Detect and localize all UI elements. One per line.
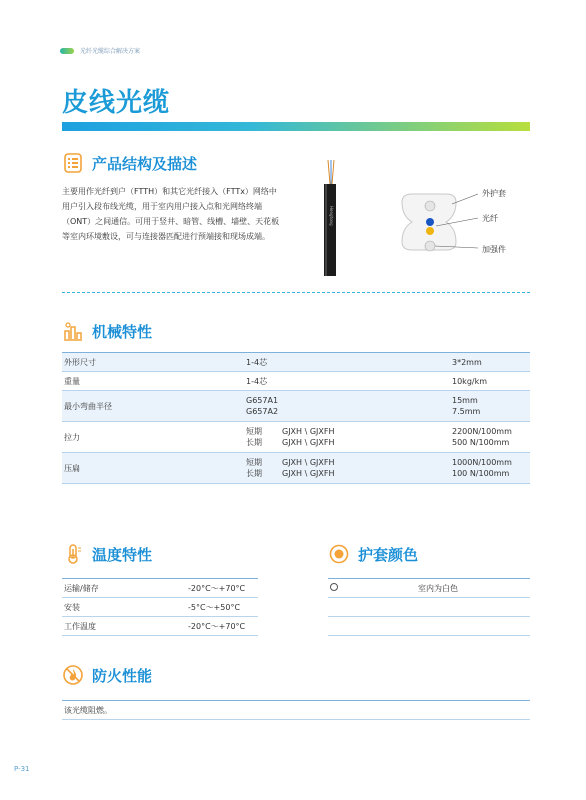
cable-photo-image <box>310 158 350 278</box>
table-row <box>62 422 530 453</box>
section-title: 机械特性 <box>92 322 153 341</box>
section-divider <box>62 292 530 293</box>
row-value: 3*2mm <box>452 353 530 372</box>
row-value: -5°C～+50°C <box>188 598 258 617</box>
table-row <box>328 579 530 598</box>
page-number: P-31 <box>14 765 30 773</box>
term-label: 长期 <box>246 438 262 447</box>
section-mechanical-heading <box>62 320 152 342</box>
row-value: -20°C～+70°C <box>188 617 258 636</box>
term-label: 长期 <box>246 469 262 478</box>
model-label: GJXH \ GJXFH <box>282 469 335 478</box>
structure-description: 主要用作光纤到户（FTTH）和其它光纤接入（FTTx）网络中用户引入段布线光缆，用于室内用户接入点和光网络终端（ONT）之间通信。可用于竖井、暗管、线槽、墙壁、天花板等室内环境敷设，可与连接器匹配进行预端接和现场成端。 <box>62 187 280 241</box>
spec-line: G657A2 <box>246 407 279 416</box>
row-spec <box>246 453 452 484</box>
mechanical-table <box>62 352 530 484</box>
section-jacket-color-heading <box>328 543 418 565</box>
temperature-table <box>62 578 258 636</box>
row-name: 拉力 <box>62 422 246 453</box>
label-fiber: 光纤 <box>482 214 498 223</box>
model-label: GJXH \ GJXFH <box>282 438 335 447</box>
table-row <box>62 579 258 598</box>
label-strength-member: 加强件 <box>482 245 506 254</box>
table-row <box>62 391 530 422</box>
spec-line <box>246 426 452 437</box>
value-line: 100 N/100mm <box>452 469 510 478</box>
model-label: GJXH \ GJXFH <box>282 458 335 467</box>
no-fire-icon <box>62 664 84 686</box>
section-temperature-heading <box>62 543 152 565</box>
color-swatch-cell <box>328 579 418 598</box>
row-spec: 1-4芯 <box>246 372 452 391</box>
section-fire-heading <box>62 664 152 686</box>
section-structure-heading <box>62 152 197 174</box>
section-title: 产品结构及描述 <box>92 154 198 173</box>
spec-line <box>246 457 452 468</box>
row-value <box>452 391 530 422</box>
section-title: 防火性能 <box>92 666 153 685</box>
white-circle-icon <box>330 583 338 591</box>
value-line: 1000N/100mm <box>452 458 512 467</box>
table-row <box>62 453 530 484</box>
spec-line: G657A1 <box>246 396 279 405</box>
section-title: 护套颜色 <box>358 545 419 564</box>
row-value <box>452 422 530 453</box>
row-value: -20°C～+70°C <box>188 579 258 598</box>
table-row <box>62 353 530 372</box>
row-value: 10kg/km <box>452 372 530 391</box>
term-label: 短期 <box>246 458 262 467</box>
row-value <box>452 453 530 484</box>
label-sheath: 外护套 <box>482 189 506 198</box>
value-line: 2200N/100mm <box>452 427 512 436</box>
spec-line <box>246 437 452 448</box>
row-name: 最小弯曲半径 <box>62 391 246 422</box>
svg-text:Hengtong: Hengtong <box>329 206 334 226</box>
thermometer-icon <box>62 543 84 565</box>
mechanical-icon <box>62 320 84 342</box>
table-row <box>62 617 258 636</box>
table-row <box>328 598 530 617</box>
page-title: 皮线光缆 <box>62 88 171 118</box>
row-spec <box>246 422 452 453</box>
term-label: 短期 <box>246 427 262 436</box>
fire-description: 该光缆阻燃。 <box>62 700 530 720</box>
value-line: 500 N/100mm <box>452 438 510 447</box>
row-name: 外形尺寸 <box>62 353 246 372</box>
table-row <box>62 372 530 391</box>
row-name: 安装 <box>62 598 188 617</box>
spec-line <box>246 468 452 479</box>
row-name: 工作温度 <box>62 617 188 636</box>
brand-text: 光纤光缆综合解决方案 <box>80 48 141 55</box>
section-title: 温度特性 <box>92 545 153 564</box>
color-dot-icon <box>328 543 350 565</box>
cable-cross-section-diagram <box>394 174 530 270</box>
table-row <box>62 598 258 617</box>
row-value: 室内为白色 <box>418 579 530 598</box>
row-spec <box>246 391 452 422</box>
model-label: GJXH \ GJXFH <box>282 427 335 436</box>
row-spec: 1-4芯 <box>246 353 452 372</box>
value-line: 15mm <box>452 396 478 405</box>
title-gradient-bar <box>62 122 530 131</box>
table-row <box>328 617 530 636</box>
jacket-color-table <box>328 578 530 636</box>
value-line: 7.5mm <box>452 407 481 416</box>
header-brand <box>60 46 140 55</box>
brand-logo-icon <box>60 48 74 54</box>
list-document-icon <box>62 152 84 174</box>
row-name: 压扁 <box>62 453 246 484</box>
row-name: 重量 <box>62 372 246 391</box>
row-name: 运输/储存 <box>62 579 188 598</box>
